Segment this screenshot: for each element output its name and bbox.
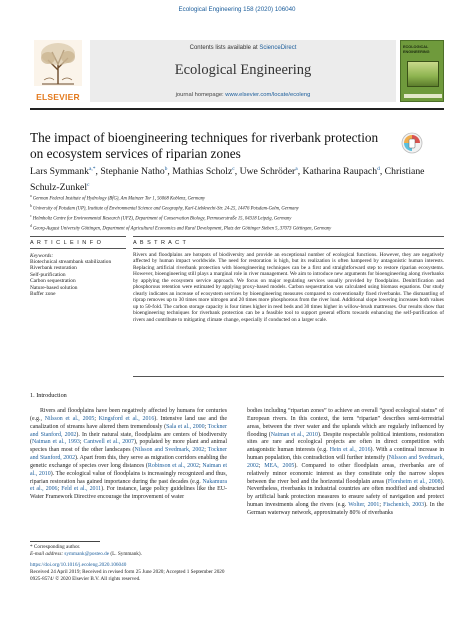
citation-link[interactable]: Wolter, 2001 xyxy=(348,502,380,509)
journal-name: Ecological Engineering xyxy=(174,62,312,78)
affiliation-text: University of Potsdam (UP), Institute of Environmental Science and Geography, Karl-Liebknecht-Str. 24-25, 14476 Potsdam-Golm, Germany xyxy=(31,206,299,212)
masthead-divider xyxy=(30,108,444,110)
keyword-item: Nature-based solution xyxy=(30,284,78,291)
email-suffix: (L. Symmank). xyxy=(109,550,142,557)
author-affiliation-marker[interactable]: c xyxy=(87,181,90,188)
author-separator: , xyxy=(297,166,303,178)
author-name[interactable]: Lars Symmank xyxy=(30,166,89,178)
affiliation-list xyxy=(30,193,444,233)
publisher-name: ELSEVIER xyxy=(36,92,80,102)
keyword-item: Carbon sequestration xyxy=(30,278,76,285)
elsevier-tree-icon xyxy=(34,40,82,86)
abstract-heading: A B S T R A C T xyxy=(133,240,187,246)
received-dates: Received 24 April 2019; Received in revised form 25 June 2020; Accepted 1 September 2020 xyxy=(30,568,225,575)
email-label: E-mail address: xyxy=(30,550,65,557)
citation-link[interactable]: Naiman et al., 2010 xyxy=(30,462,228,477)
body-text: ). In the German waterway network, approximately 80% of riverbanks xyxy=(247,502,445,516)
citation-link[interactable]: Nilsson and Svedmark, 2002 xyxy=(134,447,205,454)
author-list xyxy=(30,163,444,194)
keyword-item: Buffer zone xyxy=(30,291,56,298)
journal-masthead xyxy=(30,40,444,102)
email-line xyxy=(30,551,330,558)
affiliation-marker: b xyxy=(30,203,32,208)
citation-link[interactable]: MEA, 2005 xyxy=(264,462,295,469)
citation-link[interactable]: Kingsford et al., 2016 xyxy=(98,415,155,422)
citation-link[interactable]: Naiman et al., 1993 xyxy=(31,439,80,446)
homepage-line xyxy=(90,92,396,98)
citation-link[interactable]: Hein et al., 2016 xyxy=(329,447,371,454)
citation-link[interactable]: Cantwell et al., 2007 xyxy=(83,439,135,446)
contents-prefix: Contents lists available at xyxy=(189,45,260,51)
body-text: ). Nevertheless, riverbanks in industrial countries are often modified and obstructed by artificial bank protection measures to ensure safety of navigation and protect human investments along the rivers (e.g. xyxy=(247,478,444,509)
footnote-divider xyxy=(30,541,100,542)
citation-link[interactable]: Florsheim et al., 2008 xyxy=(387,478,441,485)
author-affiliation-marker[interactable]: c xyxy=(232,166,235,172)
info-divider-mid-left xyxy=(30,248,126,249)
crossmark-icon[interactable] xyxy=(401,132,423,154)
affiliation-text: Helmholtz Centre for Environmental Research (UFZ), Department of Conservation Biology, Permoserstraße 15, 04318 Leipzig, Germany xyxy=(31,216,292,222)
body-text: ; xyxy=(204,423,208,430)
body-text: ), populated by more plant and animal species than most of the other landscapes ( xyxy=(30,439,228,454)
body-text: ; xyxy=(258,462,265,469)
body-text: ; xyxy=(57,486,62,493)
affiliation-line xyxy=(30,203,444,213)
affiliation-marker: c xyxy=(30,213,32,218)
citation-link[interactable]: Feld et al., 2011 xyxy=(61,486,102,493)
info-divider-mid-right xyxy=(133,248,444,249)
body-text: bodies including “riparian zones” to achieve an overall “good ecological status” of European rivers. In this context, the term “riparian” describes semi-terrestrial areas, between the river water and the uplands which are regularly influenced by flooding ( xyxy=(247,408,444,438)
body-text: ; xyxy=(204,447,208,454)
corresponding-author-note: * Corresponding author. xyxy=(30,544,81,550)
body-text: ). Apart from this, they serve as migration corridors enabling the genetic exchange of species over long distances ( xyxy=(30,455,227,469)
introduction-heading: 1. Introduction xyxy=(30,392,67,399)
author-separator: , xyxy=(379,166,385,178)
affiliation-marker: a xyxy=(30,194,32,198)
article-title: The impact of bioengineering techniques for riverbank protection on ecosystem services of riparian zones xyxy=(30,130,379,161)
author-affiliation-marker[interactable]: a xyxy=(295,166,298,172)
body-text: ). Compared to other floodplain areas, riverbanks are of relatively minor economic interest as they constitute only the narrow slopes between the river bed and the horizontal floodplain areas ( xyxy=(247,462,445,485)
citation-link[interactable]: Sala et al., 2000 xyxy=(166,423,205,430)
body-text: ; xyxy=(79,439,84,446)
affiliation-marker: d xyxy=(30,223,32,228)
masthead-center xyxy=(90,40,396,102)
author-affiliation-marker[interactable]: d xyxy=(377,166,380,172)
sciencedirect-link[interactable]: ScienceDirect xyxy=(259,45,297,51)
citation-link[interactable]: Fischenich, 2003 xyxy=(383,502,425,509)
body-text: ). Despite respectable political intentions, restoration sites are rare and ecological projects are often in direct competition with antagonistic human interests (e.g. xyxy=(247,431,444,454)
article-info-heading: A R T I C L E I N F O xyxy=(30,240,102,246)
abstract-divider-bottom xyxy=(133,376,444,377)
affiliation-line xyxy=(30,193,444,203)
keyword-item: Riverbank restoration xyxy=(30,265,77,272)
body-text: ; xyxy=(94,415,99,422)
author-separator: , xyxy=(167,166,173,178)
keyword-item: Self-purification xyxy=(30,271,66,278)
footnotes xyxy=(30,544,330,583)
email-link[interactable]: symmank@posteo.de xyxy=(64,550,110,557)
author-name[interactable]: Uwe Schröder xyxy=(239,166,296,178)
author-name[interactable]: Stephanie Natho xyxy=(100,166,165,178)
doi-link[interactable]: https://doi.org/10.1016/j.ecoleng.2020.106040 xyxy=(30,561,127,568)
affiliation-line xyxy=(30,223,444,233)
affiliation-text: Georg-August University Göttingen, Department of Agricultural Economics and Rural Development, Platz der Göttinger Sieben 5, 37073 Göttingen, Germany xyxy=(31,226,332,232)
author-separator: , xyxy=(234,166,240,178)
body-text: ). In their natural state, floodplains are centers of biodiversity ( xyxy=(30,431,227,446)
cover-title: ECOLOGICAL ENGINEERING xyxy=(403,45,430,54)
citation-link[interactable]: Nilsson and Svedmark, 2002 xyxy=(247,455,444,469)
author-separator: , xyxy=(95,166,101,178)
homepage-prefix: journal homepage: xyxy=(175,92,226,98)
author-affiliation-marker[interactable]: a,* xyxy=(88,166,96,172)
body-text: Rivers and floodplains have been negatively affected by humans for centuries (e.g., xyxy=(30,408,227,422)
cover-image xyxy=(407,61,439,87)
keyword-item: Biotechnical streambank stabilization xyxy=(30,259,112,265)
citation-link[interactable]: Robinson et al., 2002 xyxy=(147,462,199,469)
elsevier-logo[interactable] xyxy=(30,40,86,102)
keywords-label: Keywords: xyxy=(30,253,54,259)
introduction-left-column xyxy=(30,408,227,502)
info-divider-top-right xyxy=(133,236,444,237)
copyright-line: 0925-8574/ © 2020 Elsevier B.V. All rights reserved. xyxy=(30,575,141,582)
journal-cover-thumbnail[interactable] xyxy=(400,40,444,102)
citation-link[interactable]: Tockner and Stanford, 2002 xyxy=(30,447,227,462)
homepage-link[interactable]: www.elsevier.com/locate/ecoleng xyxy=(225,92,311,98)
introduction-right-column xyxy=(247,408,444,518)
citation-link[interactable]: Naiman et al., 2010 xyxy=(270,431,318,438)
contents-line xyxy=(90,45,396,51)
citation-link[interactable]: Nakamura et al., 2006 xyxy=(30,478,227,493)
info-divider-top-left xyxy=(30,236,126,237)
citation-link[interactable]: Tockner and Stanford, 2002 xyxy=(30,423,227,438)
affiliation-line xyxy=(30,213,444,223)
author-name[interactable]: Christiane Schulz-Zunkel xyxy=(30,166,425,193)
body-text: ). The ecological value of floodplains is increasingly recognized and thus, riparian restoration has gained importance during the past decades (e.g. xyxy=(30,470,228,485)
body-text: ; xyxy=(379,502,384,509)
body-text: ). For instance, large policy guidelines like the EU-Water Framework Directive encourage the improvement of water xyxy=(30,486,227,501)
abstract-text: Rivers and floodplains are hotspots of biodiversity and provide an exceptional number of ecological functions. However, they are negatively affected by human impact worldwide. The need for restoration is high, but its realization is often hampered by antagonistic human interests. Replacing artificial riverbank protection with bioengineering techniques can be a first and straightforward step to restore riparian ecosystems. However, bioengineering still plays a marginal role in river management. We aim to introduce new arguments for bioengineering along riverbanks by applying the ecosystem service approach. We focus on major regulating services usually provided by floodplains. Denitrification and phosphorous retention were estimated by applying proxy-based models. Carbon sequestration was calculated using biomass equations. Our study clearly indicates an increase of ecosystem services by bioengineering measures compared to conventionally fixed riverbanks. The dismantling of riprap removes up to 30 times more nitrogen and 20 times more phosphorous from the river load. Additional slope lowering increases both values up to 50-fold. The carbon storage capacity is four times higher in reed beds and 30 times higher in willow-brush mattresses. Our results show that bioengineering techniques for riverbank protection can be a feasible tool to support general efforts towards enhancing the self-purification of rivers and contribute to mitigating climate change, especially if conducted on a larger scale. xyxy=(133,252,444,323)
journal-citation[interactable]: Ecological Engineering 158 (2020) 106040 xyxy=(178,6,296,13)
author-name[interactable]: Katharina Raupach xyxy=(302,166,378,178)
author-name[interactable]: Mathias Scholz xyxy=(172,166,233,178)
body-text: ). Intensive land use and the canalization of streams have altered them tremendously ( xyxy=(30,415,227,430)
keyword-list xyxy=(30,259,130,297)
author-affiliation-marker[interactable]: b xyxy=(164,166,168,172)
body-text: ; xyxy=(198,462,203,469)
affiliation-text: German Federal Institute of Hydrology (BfG), Am Mainzer Tor 1, 56068 Koblenz, Germany xyxy=(31,196,206,202)
citation-link[interactable]: Nilsson et al., 2005 xyxy=(44,415,95,422)
body-text: ). With a continual increase in human population, this contradiction will further intensify ( xyxy=(247,447,444,462)
cover-footer-band xyxy=(404,94,442,98)
